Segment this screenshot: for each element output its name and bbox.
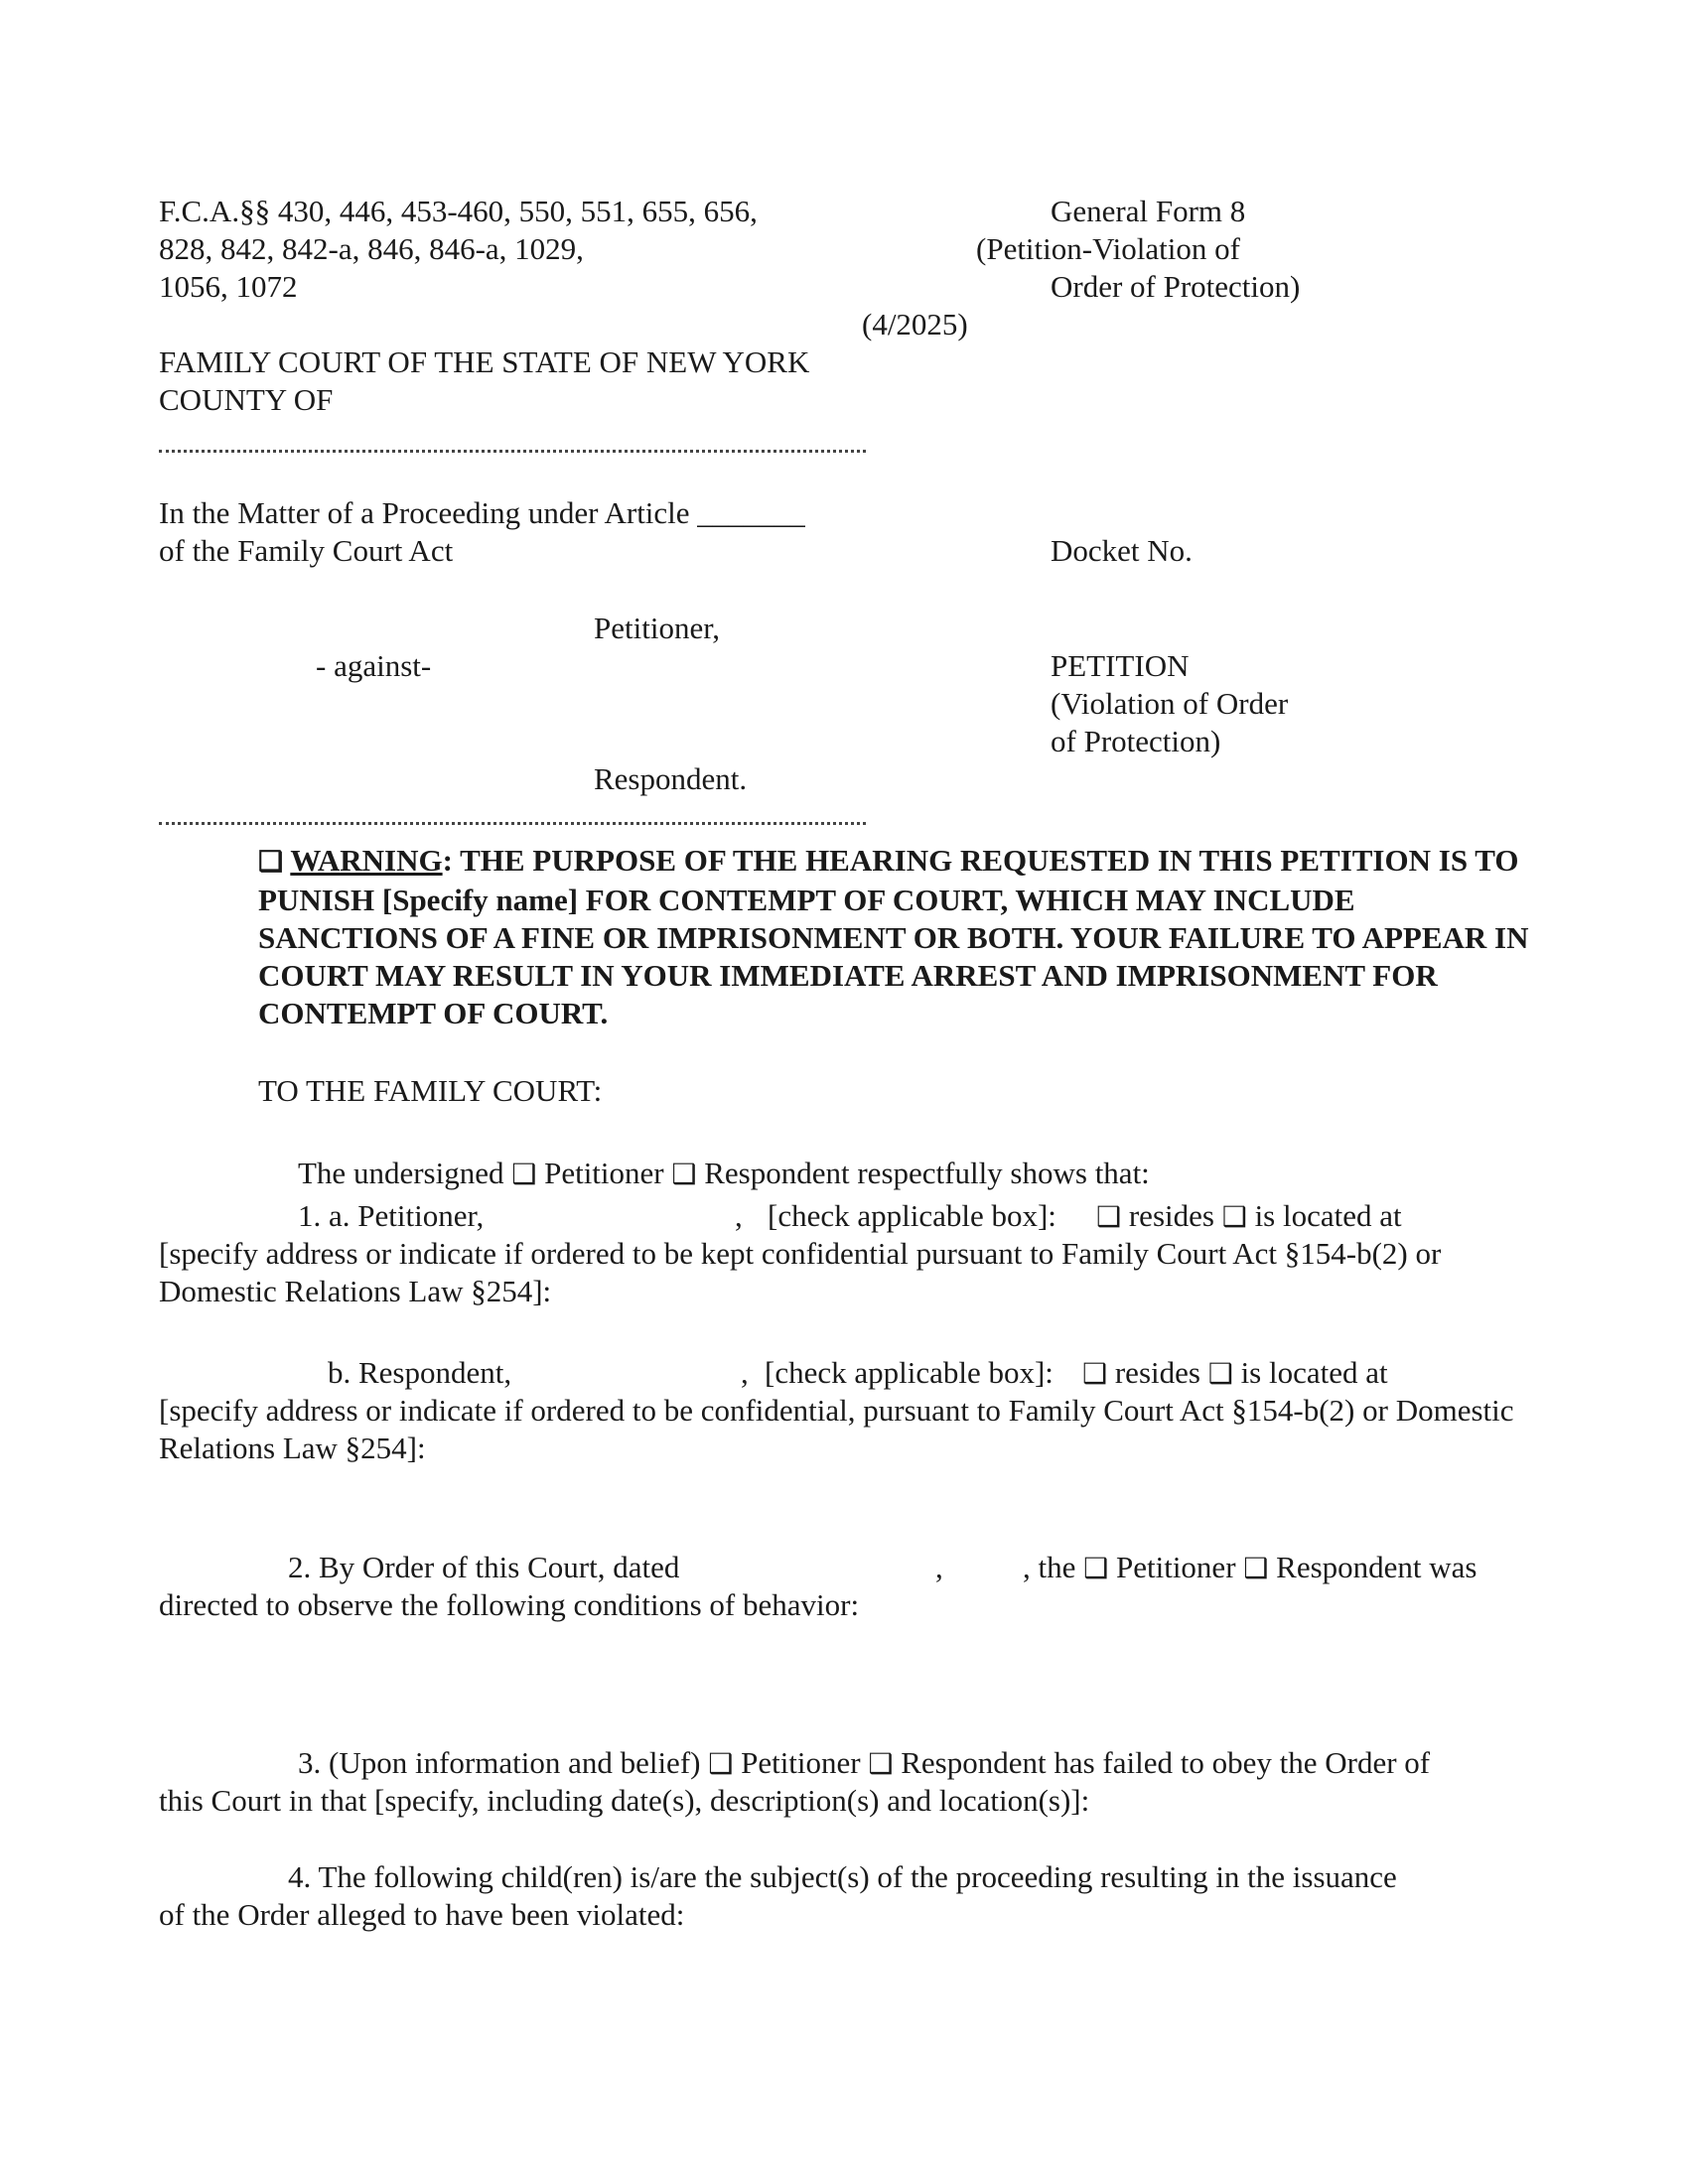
p4-line-1: 4. The following child(ren) is/are the subject(s) of the proceeding resulting in the issuance (288, 1859, 1397, 1894)
docket-number-label: Docket No. (1051, 533, 1193, 568)
p4-line-2: of the Order alleged to have been violated: (159, 1897, 685, 1932)
intro-respondent-checkbox[interactable]: ❑ (671, 1160, 697, 1190)
p1b-resides-checkbox[interactable]: ❑ (1082, 1359, 1108, 1390)
intro-petitioner-checkbox[interactable]: ❑ (511, 1160, 537, 1190)
form-description-line-1: (Petition-Violation of (976, 231, 1240, 266)
p3-continuation: this Court in that [specify, including date(s), description(s) and location(s)]: (159, 1783, 1090, 1818)
p1a-comma: , (735, 1198, 743, 1233)
p3-respondent-option: Respondent has failed to obey the Order of (901, 1745, 1431, 1780)
warning-checkbox[interactable]: ❑ (258, 847, 284, 878)
statute-citation-line-1: F.C.A.§§ 430, 446, 453-460, 550, 551, 655, 656, (159, 194, 758, 228)
p2-comma: , (935, 1550, 943, 1584)
matter-line-1: In the Matter of a Proceeding under Article _______ (159, 495, 805, 530)
p1b-comma: , (741, 1355, 749, 1390)
statute-citation-line-2: 828, 842, 842-a, 846, 846-a, 1029, (159, 231, 584, 266)
salutation: TO THE FAMILY COURT: (258, 1073, 603, 1108)
p3-petitioner-checkbox[interactable]: ❑ (708, 1749, 734, 1780)
form-description-line-2: Order of Protection) (1051, 269, 1301, 304)
p3-lead: 3. (Upon information and belief) (298, 1745, 701, 1780)
p1b-check-instruction: [check applicable box]: (765, 1355, 1054, 1390)
matter-line-2: of the Family Court Act (159, 533, 454, 568)
court-county: COUNTY OF (159, 382, 334, 417)
court-name: FAMILY COURT OF THE STATE OF NEW YORK (159, 344, 810, 379)
petitioner-label: Petitioner, (594, 611, 721, 645)
p2-respondent-checkbox[interactable]: ❑ (1243, 1554, 1269, 1584)
p2-petitioner-option: Petitioner (1115, 1550, 1236, 1584)
contempt-warning (258, 842, 1529, 1032)
p1a-located-checkbox[interactable]: ❑ (1221, 1202, 1247, 1233)
p3-petitioner-option: Petitioner (741, 1745, 861, 1780)
p1b-lead: b. Respondent, (328, 1355, 512, 1390)
statute-citation-line-3: 1056, 1072 (159, 269, 298, 304)
p2-petitioner-checkbox[interactable]: ❑ (1083, 1554, 1109, 1584)
p1a-resides-option: resides (1128, 1198, 1214, 1233)
p3-line (298, 1744, 1430, 1784)
p1a-located-option: is located at (1254, 1198, 1402, 1233)
p1b-instructions: [specify address or indicate if ordered to be confidential, pursuant to Family Court Act §154-b(2) or Domestic Relations Law §254]: (159, 1393, 1514, 1465)
p3-respondent-checkbox[interactable]: ❑ (868, 1749, 894, 1780)
intro-petitioner-option: Petitioner (544, 1156, 664, 1190)
respondent-label: Respondent. (594, 761, 748, 796)
document-subtitle-line-2: of Protection) (1051, 724, 1221, 758)
p1b-options (1082, 1354, 1388, 1394)
against-label: - against- (316, 648, 432, 683)
warning-text: : THE PURPOSE OF THE HEARING REQUESTED IN THIS PETITION IS TO PUNISH [Specify name] FOR CONTEMPT OF COURT, WHICH MAY INCLUDE SANCTIONS OF A FINE OR IMPRISONMENT OR BOTH. YOUR FAILURE TO APPEAR IN COURT MAY RESULT IN YOUR IMMEDIATE ARREST AND IMPRISONMENT FOR CONTEMPT OF COURT. (258, 843, 1529, 1030)
p1a-instructions: [specify address or indicate if ordered to be kept confidential pursuant to Family Court Act §154-b(2) or Domestic Relations Law §254]: (159, 1236, 1442, 1308)
document-subtitle-line-1: (Violation of Order (1051, 686, 1289, 721)
caption-divider-bottom (159, 822, 866, 825)
p1b-located-option: is located at (1240, 1355, 1388, 1390)
warning-label: WARNING (290, 843, 443, 878)
p1a-check-instruction: [check applicable box]: (768, 1198, 1056, 1233)
p2-lead: 2. By Order of this Court, dated (288, 1550, 680, 1584)
p2-options (1023, 1549, 1477, 1588)
document-title: PETITION (1051, 648, 1190, 683)
p2-the: , the (1023, 1550, 1076, 1584)
p1b-located-checkbox[interactable]: ❑ (1207, 1359, 1233, 1390)
p2-continuation: directed to observe the following conditions of behavior: (159, 1587, 860, 1622)
p1a-options (1096, 1197, 1402, 1237)
p1a-resides-checkbox[interactable]: ❑ (1096, 1202, 1122, 1233)
p1a-lead: 1. a. Petitioner, (298, 1198, 485, 1233)
form-name: General Form 8 (1051, 194, 1246, 228)
intro-line (298, 1155, 1150, 1194)
p1b-resides-option: resides (1114, 1355, 1200, 1390)
p2-respondent-option: Respondent was (1276, 1550, 1477, 1584)
intro-prefix: The undersigned (298, 1156, 504, 1190)
caption-divider-top (159, 450, 866, 453)
intro-respondent-option: Respondent respectfully shows that: (704, 1156, 1150, 1190)
form-revision-date: (4/2025) (862, 307, 968, 341)
